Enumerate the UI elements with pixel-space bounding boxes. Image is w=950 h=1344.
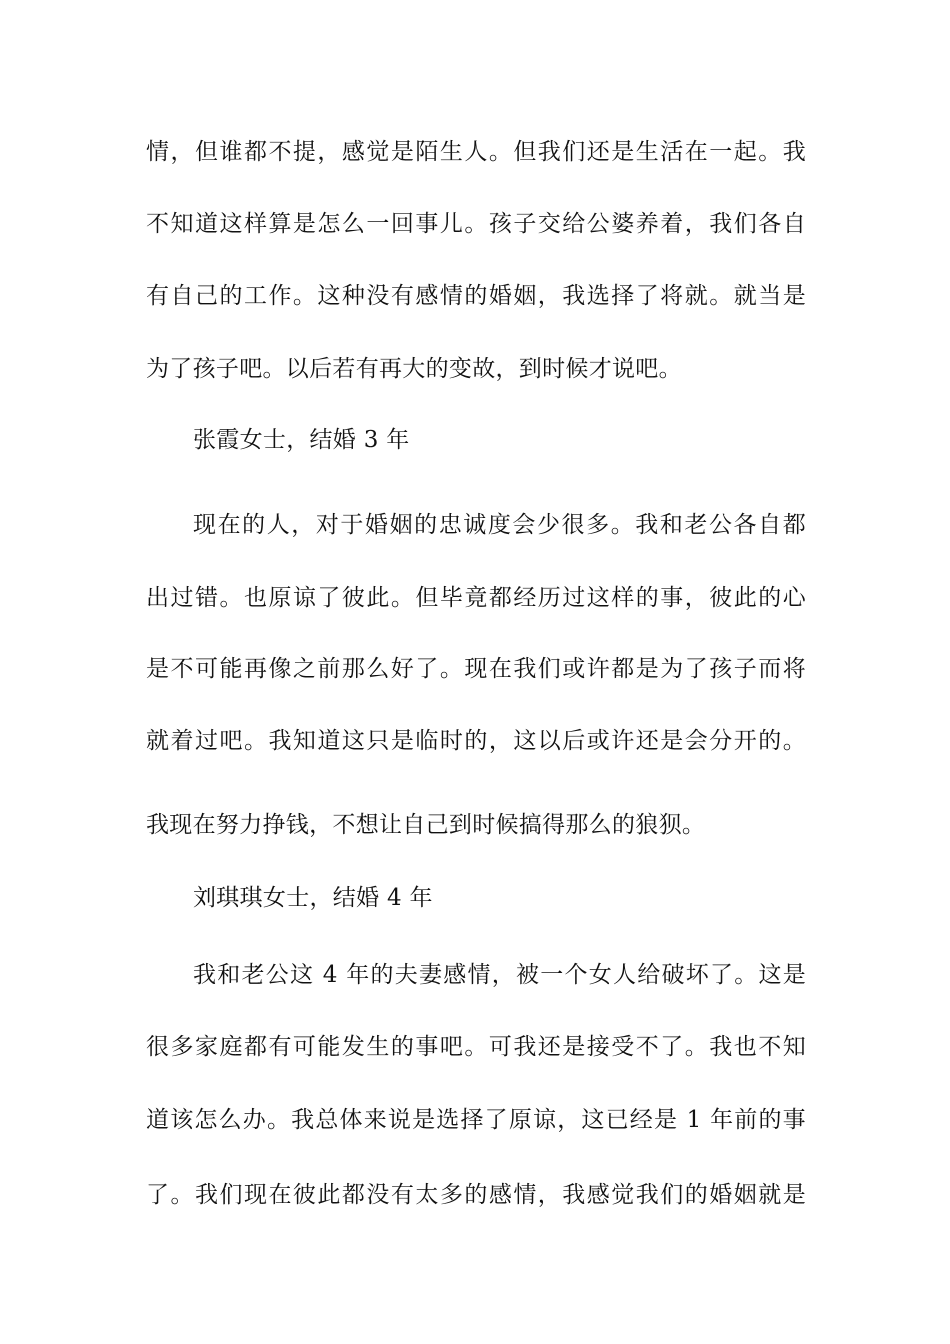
paragraph-line: 就着过吧。我知道这只是临时的，这以后或许还是会分开的。: [146, 728, 806, 754]
paragraph-line: 情，但谁都不提，感觉是陌生人。但我们还是生活在一起。我: [146, 139, 806, 165]
paragraph-line: 出过错。也原谅了彼此。但毕竟都经历过这样的事，彼此的心: [146, 585, 806, 611]
paragraph-line: 我和老公这 4 年的夫妻感情，被一个女人给破坏了。这是: [193, 962, 806, 988]
paragraph-line: 我现在努力挣钱，不想让自己到时候搞得那么的狼狈。: [146, 812, 706, 838]
paragraph-line: 是不可能再像之前那么好了。现在我们或许都是为了孩子而将: [146, 656, 806, 682]
paragraph-line: 道该怎么办。我总体来说是选择了原谅，这已经是 1 年前的事: [146, 1107, 806, 1133]
paragraph-line: 很多家庭都有可能发生的事吧。可我还是接受不了。我也不知: [146, 1034, 806, 1060]
section-heading: 刘琪琪女士，结婚 4 年: [193, 885, 433, 911]
paragraph-line: 现在的人，对于婚姻的忠诚度会少很多。我和老公各自都: [193, 512, 806, 538]
section-heading: 张霞女士，结婚 3 年: [193, 427, 410, 453]
paragraph-line: 有自己的工作。这种没有感情的婚姻，我选择了将就。就当是: [146, 283, 806, 309]
paragraph-line: 不知道这样算是怎么一回事儿。孩子交给公婆养着，我们各自: [146, 211, 806, 237]
paragraph-line: 为了孩子吧。以后若有再大的变故，到时候才说吧。: [146, 356, 682, 382]
paragraph-line: 了。我们现在彼此都没有太多的感情，我感觉我们的婚姻就是: [146, 1182, 806, 1208]
